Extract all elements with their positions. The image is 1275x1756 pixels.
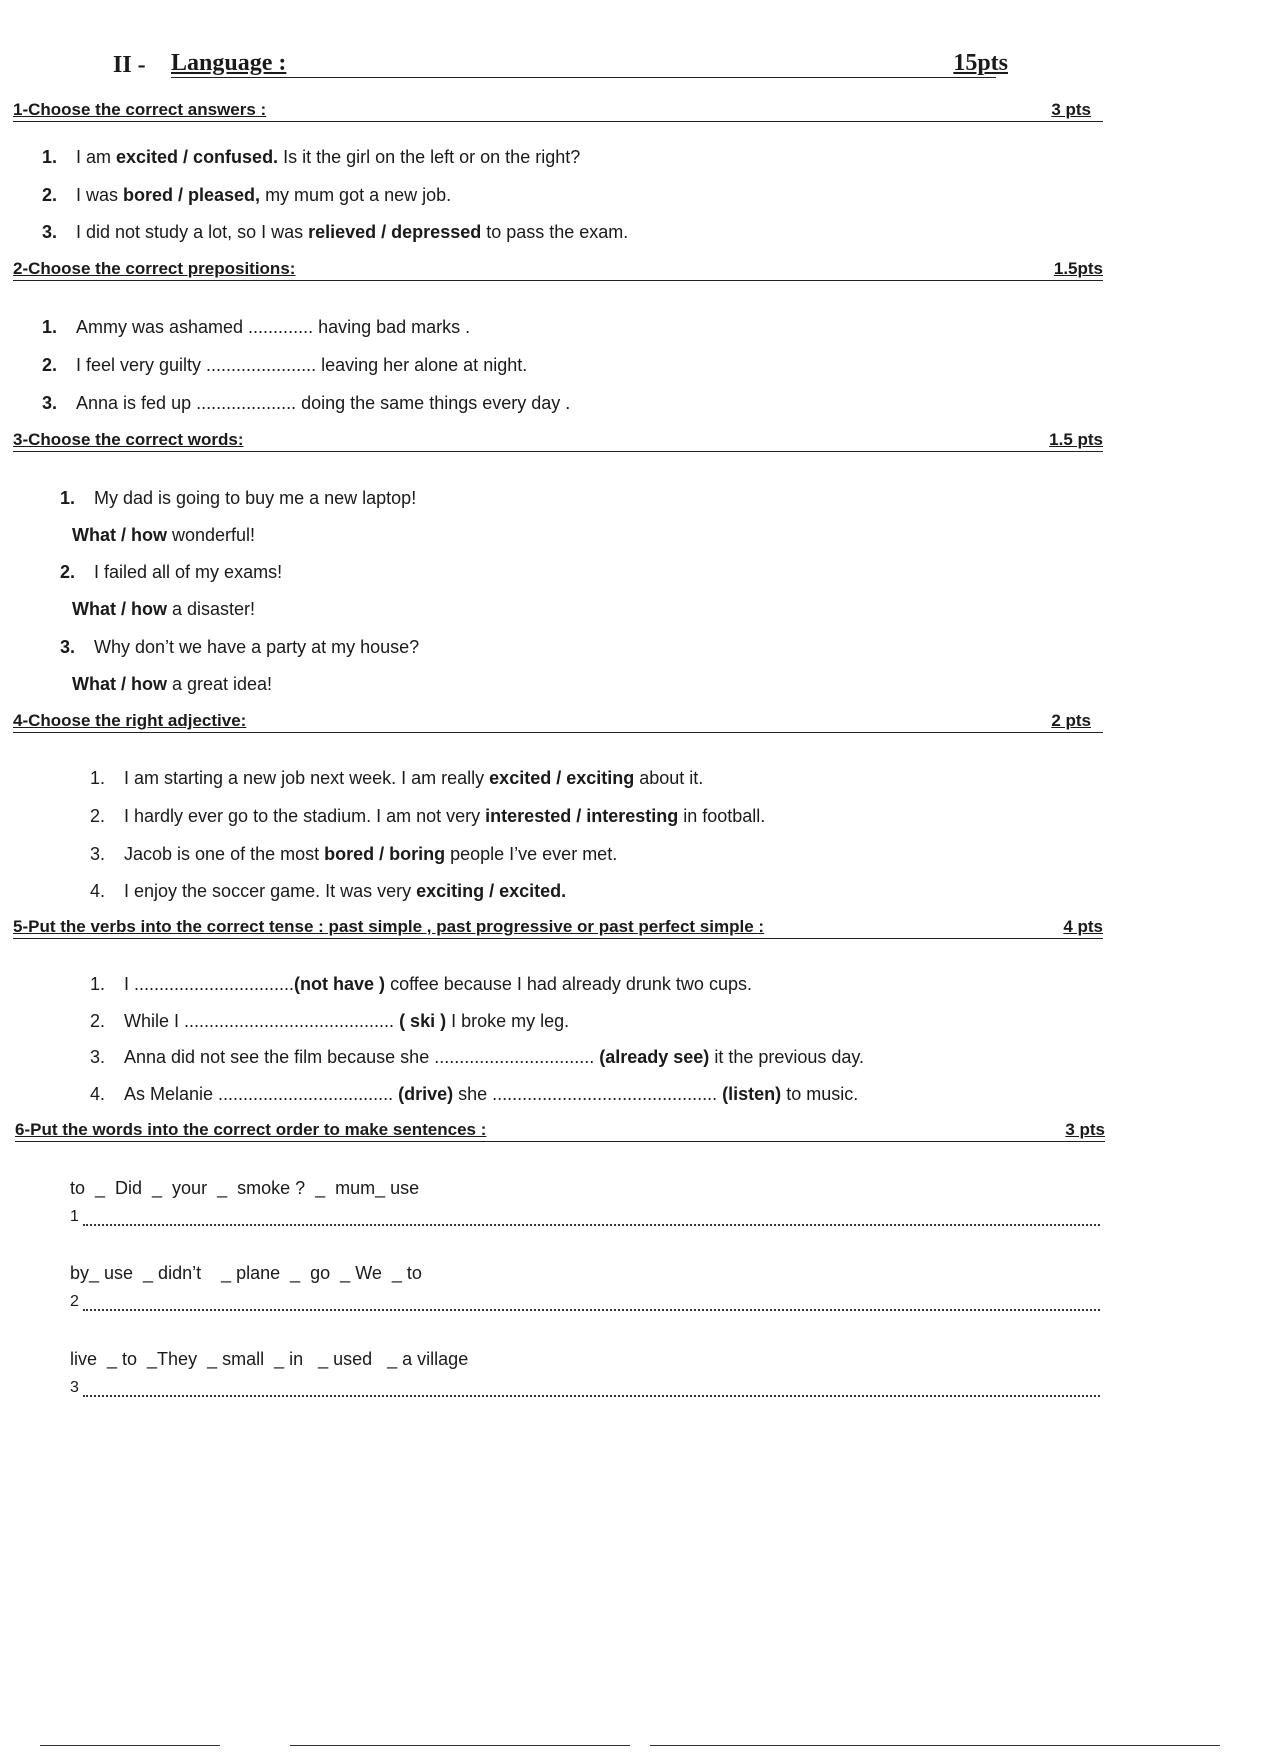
exercise-points: 3 pts bbox=[1061, 1120, 1105, 1140]
footer-divider bbox=[290, 1745, 630, 1746]
item-text: I was bbox=[76, 185, 124, 205]
item-text: Anna is fed up .................... doing the same things every day . bbox=[76, 393, 571, 413]
question-item bbox=[42, 317, 470, 338]
answer-line bbox=[72, 525, 255, 546]
exercise-2-header bbox=[13, 259, 1103, 283]
question-item bbox=[90, 881, 566, 902]
item-number: 3. bbox=[42, 393, 58, 413]
exercise-points: 4 pts bbox=[1059, 917, 1103, 937]
item-number: 1. bbox=[42, 317, 58, 337]
item-text: to music. bbox=[781, 1084, 859, 1104]
question-item bbox=[42, 185, 451, 206]
exercise-points: 2 pts bbox=[1047, 711, 1091, 731]
exercise-title: 6-Put the words into the correct order to make sentences : bbox=[15, 1120, 490, 1140]
item-text: a disaster! bbox=[166, 599, 256, 619]
item-text: As Melanie ................................... bbox=[124, 1084, 399, 1104]
item-text: a great idea! bbox=[166, 674, 273, 694]
dotted-line bbox=[83, 1299, 1100, 1311]
item-text: I did not study a lot, so I was bbox=[76, 222, 309, 242]
item-text: in football. bbox=[678, 806, 766, 826]
item-number: 4. bbox=[90, 881, 106, 901]
item-text: I am bbox=[76, 147, 117, 167]
verb-hint: (already see) bbox=[599, 1047, 710, 1067]
item-text: While I .......................................... bbox=[124, 1011, 400, 1031]
section-header bbox=[113, 50, 1008, 86]
section-points: 15pts bbox=[949, 50, 1008, 77]
item-text: I feel very guilty ...................... leaving her alone at night. bbox=[76, 355, 528, 375]
question-item bbox=[90, 806, 765, 827]
item-text: Jacob is one of the most bbox=[124, 844, 325, 864]
exercise-6-header bbox=[15, 1120, 1105, 1144]
title-underline bbox=[171, 77, 996, 78]
item-number: 1. bbox=[42, 147, 58, 167]
exercise-title: 1-Choose the correct answers : bbox=[13, 100, 270, 120]
item-text: she ............................................. bbox=[453, 1084, 723, 1104]
question-item bbox=[42, 222, 628, 243]
item-text: Ammy was ashamed ............. having bad marks . bbox=[76, 317, 471, 337]
exercise-title: 5-Put the verbs into the correct tense : past simple , past progressive or past perfect simple : bbox=[13, 917, 768, 937]
item-number: 2. bbox=[42, 185, 58, 205]
item-text: wonderful! bbox=[166, 525, 256, 545]
divider bbox=[13, 732, 1103, 733]
question-item bbox=[90, 1047, 864, 1068]
question-item bbox=[90, 768, 703, 789]
item-number: 2 bbox=[70, 1293, 79, 1310]
exercise-title: 3-Choose the correct words: bbox=[13, 430, 248, 450]
section-number: II - bbox=[113, 52, 146, 78]
divider bbox=[13, 280, 1103, 281]
item-text: it the previous day. bbox=[709, 1047, 865, 1067]
item-number: 3. bbox=[90, 1047, 106, 1067]
item-text: about it. bbox=[634, 768, 704, 788]
choice-options[interactable]: bored / pleased, bbox=[123, 185, 261, 205]
item-number: 4. bbox=[90, 1084, 106, 1104]
item-number: 1. bbox=[90, 768, 106, 788]
item-text: I enjoy the soccer game. It was very bbox=[124, 881, 417, 901]
item-number: 1 bbox=[70, 1208, 79, 1225]
verb-hint: (listen) bbox=[722, 1084, 782, 1104]
footer-divider bbox=[40, 1745, 220, 1746]
question-item bbox=[42, 147, 580, 168]
exercise-title: 2-Choose the correct prepositions: bbox=[13, 259, 299, 279]
exercise-1-header bbox=[13, 100, 1103, 124]
item-number: 3. bbox=[60, 637, 76, 657]
item-text: Is it the girl on the left or on the right? bbox=[278, 147, 581, 167]
item-text: I am starting a new job next week. I am really bbox=[124, 768, 490, 788]
item-number: 3 bbox=[70, 1379, 79, 1396]
verb-hint: (not have ) bbox=[294, 974, 386, 994]
item-number: 1. bbox=[60, 488, 76, 508]
item-text: coffee because I had already drunk two cups. bbox=[385, 974, 752, 994]
answer-line[interactable] bbox=[70, 1208, 1100, 1226]
scrambled-words: to _ Did _ your _ smoke ? _ mum_ use bbox=[70, 1178, 420, 1198]
divider bbox=[13, 451, 1103, 452]
item-text: people I’ve ever met. bbox=[445, 844, 618, 864]
question-item bbox=[90, 974, 752, 995]
exercise-points: 3 pts bbox=[1047, 100, 1091, 120]
choice-options[interactable]: excited / exciting bbox=[489, 768, 635, 788]
footer-divider bbox=[650, 1745, 1220, 1746]
item-text: I failed all of my exams! bbox=[94, 562, 283, 582]
exercise-title: 4-Choose the right adjective: bbox=[13, 711, 250, 731]
question-item bbox=[42, 355, 527, 376]
item-text: Anna did not see the film because she ................................ bbox=[124, 1047, 600, 1067]
question-item bbox=[42, 393, 570, 414]
item-number: 3. bbox=[42, 222, 58, 242]
exercise-points: 1.5 pts bbox=[1045, 430, 1103, 450]
question-item bbox=[90, 1084, 858, 1105]
choice-options[interactable]: relieved / depressed bbox=[308, 222, 482, 242]
verb-hint: ( ski ) bbox=[399, 1011, 447, 1031]
choice-options[interactable]: interested / interesting bbox=[485, 806, 679, 826]
choice-options[interactable]: excited / confused. bbox=[116, 147, 279, 167]
verb-hint: (drive) bbox=[398, 1084, 454, 1104]
item-number: 2. bbox=[42, 355, 58, 375]
section-title: Language : bbox=[171, 50, 287, 76]
choice-options[interactable]: What / how bbox=[72, 525, 167, 545]
question-item bbox=[60, 488, 416, 509]
question-item bbox=[60, 562, 282, 583]
choice-options[interactable]: bored / boring bbox=[324, 844, 446, 864]
exercise-4-header bbox=[13, 711, 1103, 735]
answer-line bbox=[72, 674, 272, 695]
item-text: I hardly ever go to the stadium. I am not very bbox=[124, 806, 486, 826]
item-number: 2. bbox=[60, 562, 76, 582]
item-text: my mum got a new job. bbox=[260, 185, 452, 205]
question-item bbox=[90, 844, 617, 865]
dotted-line bbox=[83, 1214, 1100, 1226]
divider bbox=[15, 1141, 1105, 1142]
scrambled-words: live _ to _They _ small _ in _ used _ a village bbox=[70, 1349, 469, 1369]
item-text: I ................................ bbox=[124, 974, 295, 994]
item-text: Why don’t we have a party at my house? bbox=[94, 637, 420, 657]
question-item bbox=[90, 1011, 569, 1032]
answer-line bbox=[72, 599, 255, 620]
exercise-points: 1.5pts bbox=[1050, 259, 1103, 279]
item-number: 2. bbox=[90, 806, 106, 826]
item-text: to pass the exam. bbox=[481, 222, 629, 242]
item-text: I broke my leg. bbox=[446, 1011, 570, 1031]
scrambled-words: by_ use _ didn’t _ plane _ go _ We _ to bbox=[70, 1263, 422, 1283]
item-number: 1. bbox=[90, 974, 106, 994]
divider bbox=[13, 938, 1103, 939]
choice-options[interactable]: exciting / excited. bbox=[416, 881, 567, 901]
choice-options[interactable]: What / how bbox=[72, 674, 167, 694]
exercise-5-header bbox=[13, 917, 1103, 941]
dotted-line bbox=[83, 1385, 1100, 1397]
exercise-3-header bbox=[13, 430, 1103, 454]
item-text: My dad is going to buy me a new laptop! bbox=[94, 488, 417, 508]
item-number: 2. bbox=[90, 1011, 106, 1031]
divider bbox=[13, 121, 1103, 122]
question-item bbox=[60, 637, 419, 658]
answer-line[interactable] bbox=[70, 1293, 1100, 1311]
answer-line[interactable] bbox=[70, 1379, 1100, 1397]
choice-options[interactable]: What / how bbox=[72, 599, 167, 619]
item-number: 3. bbox=[90, 844, 106, 864]
